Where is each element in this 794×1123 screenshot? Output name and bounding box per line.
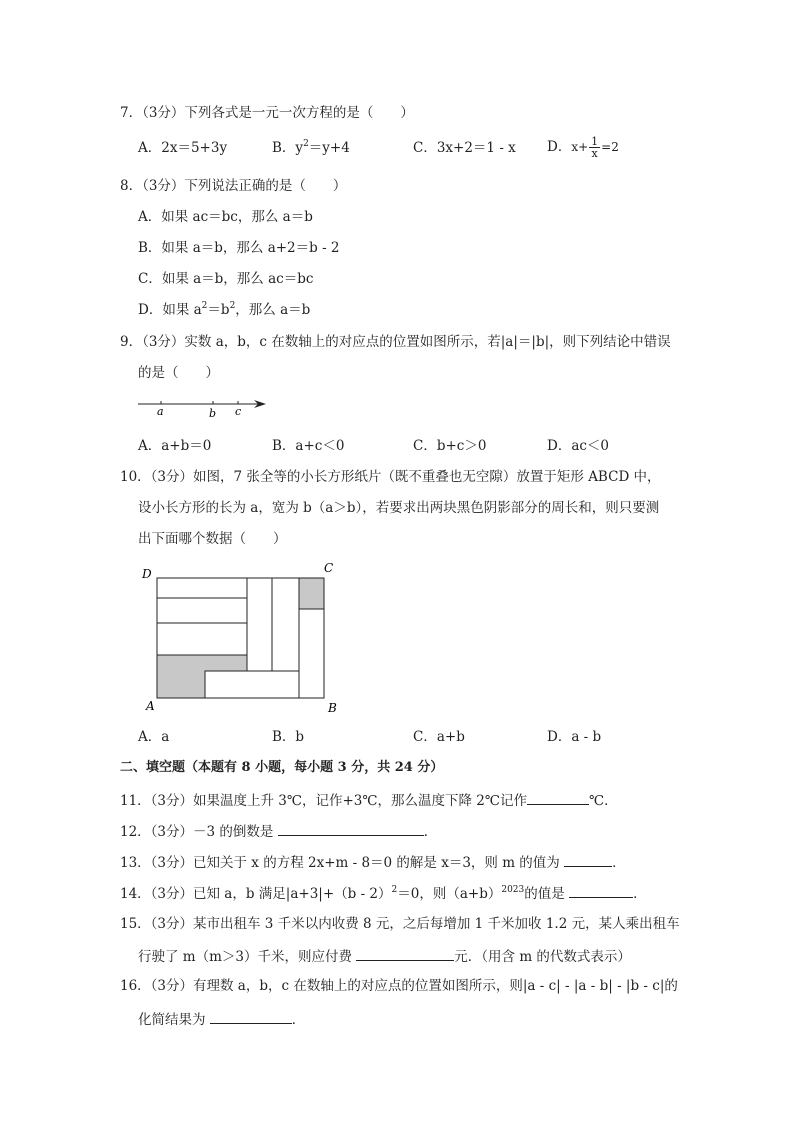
q7-option-c: C．3x+2＝1 - x [413, 140, 516, 156]
corner-label-d: D [142, 567, 152, 581]
q15-line2: 行驶了 m（m＞3）千米，则应付费 元．（用含 m 的代数式表示） [138, 946, 631, 966]
shaded-region-bottom-left [157, 655, 247, 698]
q10-option-c: C．a+b [413, 729, 465, 745]
section-2-title: 二、填空题（本题有 8 小题，每小题 3 分，共 24 分） [120, 760, 444, 775]
q11-answer-blank[interactable] [527, 790, 589, 805]
q13-line: 13．（3分）已知关于 x 的方程 2x+m - 8＝0 的解是 x＝3，则 m 的值为 ． [120, 852, 626, 872]
q9-axis-label-b: b [209, 407, 217, 420]
q16-line1: 16．（3分）有理数 a，b，c 在数轴上的对应点的位置如图所示，则|a - c| - |a - b| - |b - c|的 [120, 978, 678, 994]
q9-axis-label-a: a [157, 405, 164, 418]
q8-option-d: D．如果 $a^2=b^2$，那么 a＝b [138, 301, 311, 318]
q13-answer-blank[interactable] [564, 852, 612, 867]
q8-stem: 8．（3分）下列说法正确的是（ ） [120, 178, 347, 194]
q16-answer-blank[interactable] [210, 1009, 292, 1024]
corner-label-a: A [146, 699, 155, 713]
q9-option-a: A．a+b＝0 [138, 438, 212, 454]
q7-option-b: B．$y^2=y+4$ [272, 139, 350, 156]
q9-option-b: B．a+c＜0 [272, 438, 345, 454]
q10-option-d: D．a - b [547, 729, 602, 745]
q10-rectangle-figure [138, 560, 338, 720]
q8-option-a: A．如果 ac＝bc，那么 a＝b [138, 209, 313, 225]
q10-stem-line2: 设小长方形的长为 a，宽为 b（a＞b），若要求出两块黑色阴影部分的周长和，则只要测 [138, 500, 660, 516]
q10-option-b: B．b [272, 729, 305, 745]
q8-option-c: C．如果 a＝b，那么 ac＝bc [138, 271, 314, 287]
q9-option-c: C．b+c＞0 [413, 438, 487, 454]
q10-option-a: A．a [138, 729, 170, 745]
q9-axis-label-c: c [235, 405, 242, 418]
q10-stem-line3: 出下面哪个数据（ ） [138, 531, 287, 547]
q9-option-d: D．ac＜0 [547, 438, 610, 454]
q16-line2: 化简结果为 ． [138, 1009, 305, 1029]
q12-line: 12．（3分）－3 的倒数是 ． [120, 821, 437, 841]
q11-line: 11．（3分）如果温度上升 3℃，记作+3℃，那么温度下降 2℃记作 ℃． [120, 790, 618, 810]
q7-stem: 7．（3分）下列各式是一元一次方程的是（ ） [120, 105, 414, 121]
q15-answer-blank[interactable] [356, 946, 454, 961]
q12-answer-blank[interactable] [278, 821, 424, 836]
q10-stem-line1: 10．（3分）如图，7 张全等的小长方形纸片（既不重叠也无空隙）放置于矩形 ABCD 中， [120, 469, 661, 485]
corner-label-c: C [324, 561, 334, 575]
q15-line1: 15．（3分）某市出租车 3 千米以内收费 8 元，之后每增加 1 千米加收 1.2 元，某人乘出租车 [120, 916, 680, 932]
corner-label-b: B [328, 701, 337, 715]
shaded-region-top-right [299, 578, 324, 609]
q9-stem-line2: 的是（ ） [138, 365, 219, 381]
q8-option-b: B．如果 a＝b，那么 a+2＝b - 2 [138, 240, 340, 256]
q14-answer-blank[interactable] [569, 883, 633, 898]
q14-line: 14．（3分）已知 a，b 满足|a+3|+（b - 2）$^2$＝0，则$(a+b)^{2023}$的值是 ． [120, 885, 647, 902]
q9-number-line [136, 396, 276, 422]
q9-stem-line1: 9．（3分）实数 a，b，c 在数轴上的对应点的位置如图所示，若|a|＝|b|，则下列结论中错误 [120, 334, 671, 350]
q7-option-a: A．2x＝5+3y [138, 140, 228, 156]
q7-option-d: D．x+ $\frac{1}{x}$ =2 [547, 135, 619, 160]
